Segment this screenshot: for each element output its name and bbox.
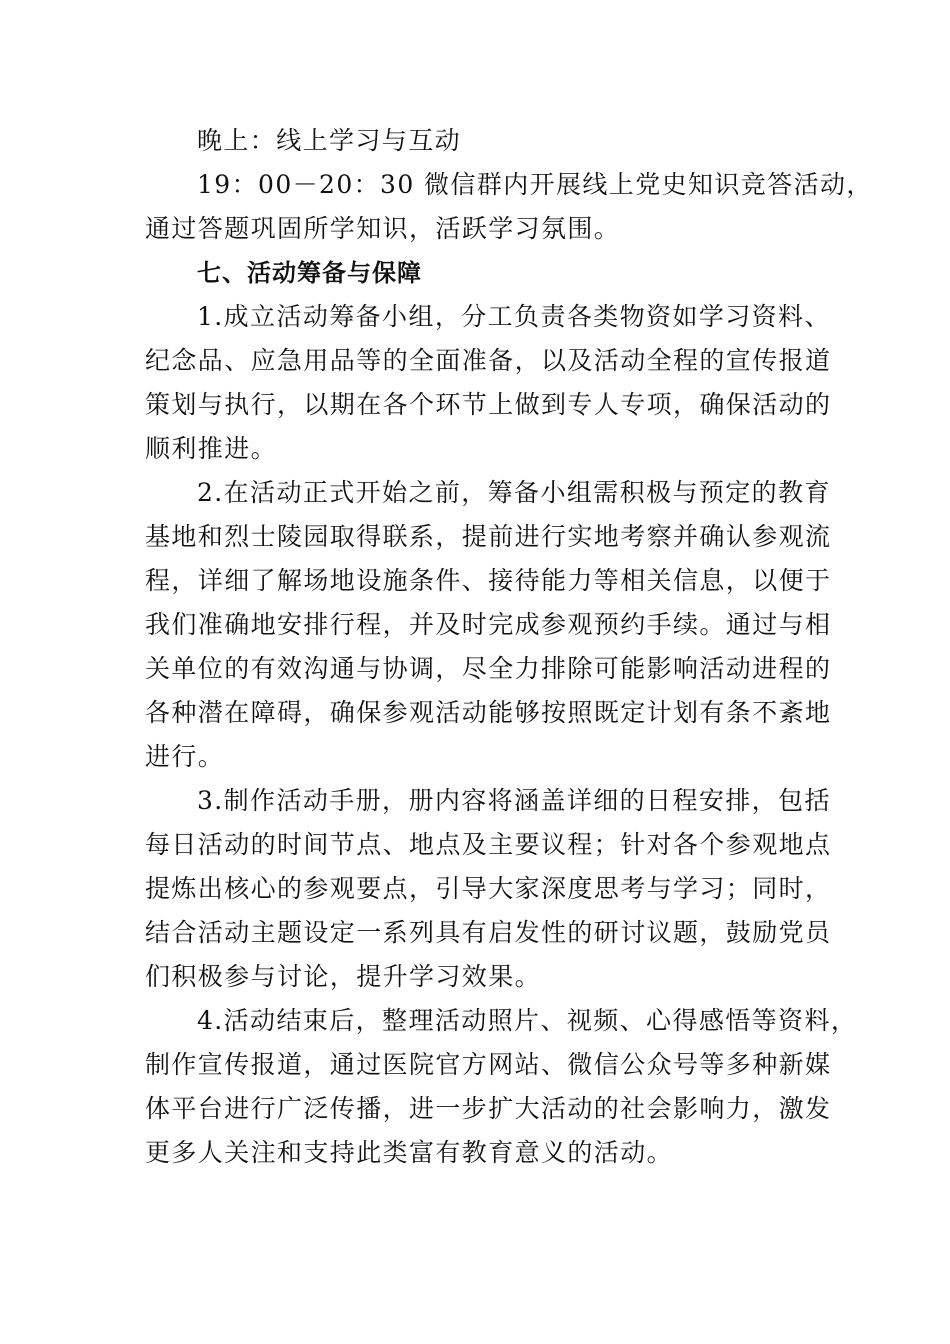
document-body bbox=[145, 119, 873, 1175]
paragraph-line: 们积极参与讨论，提升学习效果。 bbox=[145, 962, 542, 991]
paragraph-line: 关单位的有效沟通与协调，尽全力排除可能影响活动进程的 bbox=[145, 654, 832, 683]
paragraph-line: 结合活动主题设定一系列具有启发性的研讨议题，鼓励党员 bbox=[145, 918, 832, 947]
paragraph-line: 3.制作活动手册，册内容将涵盖详细的日程安排，包括 bbox=[197, 786, 831, 815]
paragraph-line: 进行。 bbox=[145, 742, 225, 771]
item-2-paragraph bbox=[145, 471, 832, 779]
paragraph-line: 通过答题巩固所学知识，活跃学习氛围。 bbox=[145, 214, 621, 243]
paragraph-line: 4.活动结束后，整理活动照片、视频、心得感悟等资料， bbox=[197, 1006, 858, 1035]
evening-label: 晚上：线上学习与互动 bbox=[197, 126, 462, 155]
section-heading: 七、活动筹备与保障 bbox=[197, 259, 422, 287]
paragraph-line: 程，详细了解场地设施条件、接待能力等相关信息，以便于 bbox=[145, 566, 832, 595]
paragraph-line: 纪念品、应急用品等的全面准备，以及活动全程的宣传报道 bbox=[145, 346, 832, 375]
paragraph-line: 各种潜在障碍，确保参观活动能够按照既定计划有条不紊地 bbox=[145, 698, 832, 727]
item-3-paragraph bbox=[145, 779, 832, 999]
paragraph-line: 基地和烈士陵园取得联系，提前进行实地考察并确认参观流 bbox=[145, 522, 832, 551]
paragraph-line: 顺利推进。 bbox=[145, 434, 278, 463]
paragraph-line: 19：00－20：30 微信群内开展线上党史知识竞答活动， bbox=[197, 170, 873, 199]
paragraph-line: 制作宣传报道，通过医院官方网站、微信公众号等多种新媒 bbox=[145, 1050, 832, 1079]
paragraph-line: 我们准确地安排行程，并及时完成参观预约手续。通过与相 bbox=[145, 610, 832, 639]
quiz-paragraph bbox=[145, 163, 873, 251]
item-1-paragraph bbox=[145, 295, 832, 471]
paragraph-line: 更多人关注和支持此类富有教育意义的活动。 bbox=[145, 1138, 674, 1167]
item-4-paragraph bbox=[145, 999, 858, 1175]
paragraph-line: 体平台进行广泛传播，进一步扩大活动的社会影响力，激发 bbox=[145, 1094, 832, 1123]
paragraph-line: 每日活动的时间节点、地点及主要议程；针对各个参观地点 bbox=[145, 830, 832, 859]
paragraph-line: 1.成立活动筹备小组，分工负责各类物资如学习资料、 bbox=[197, 302, 831, 331]
paragraph-line: 2.在活动正式开始之前，筹备小组需积极与预定的教育 bbox=[197, 478, 831, 507]
paragraph-line: 策划与执行，以期在各个环节上做到专人专项，确保活动的 bbox=[145, 390, 832, 419]
paragraph-line: 提炼出核心的参观要点，引导大家深度思考与学习；同时， bbox=[145, 874, 832, 903]
